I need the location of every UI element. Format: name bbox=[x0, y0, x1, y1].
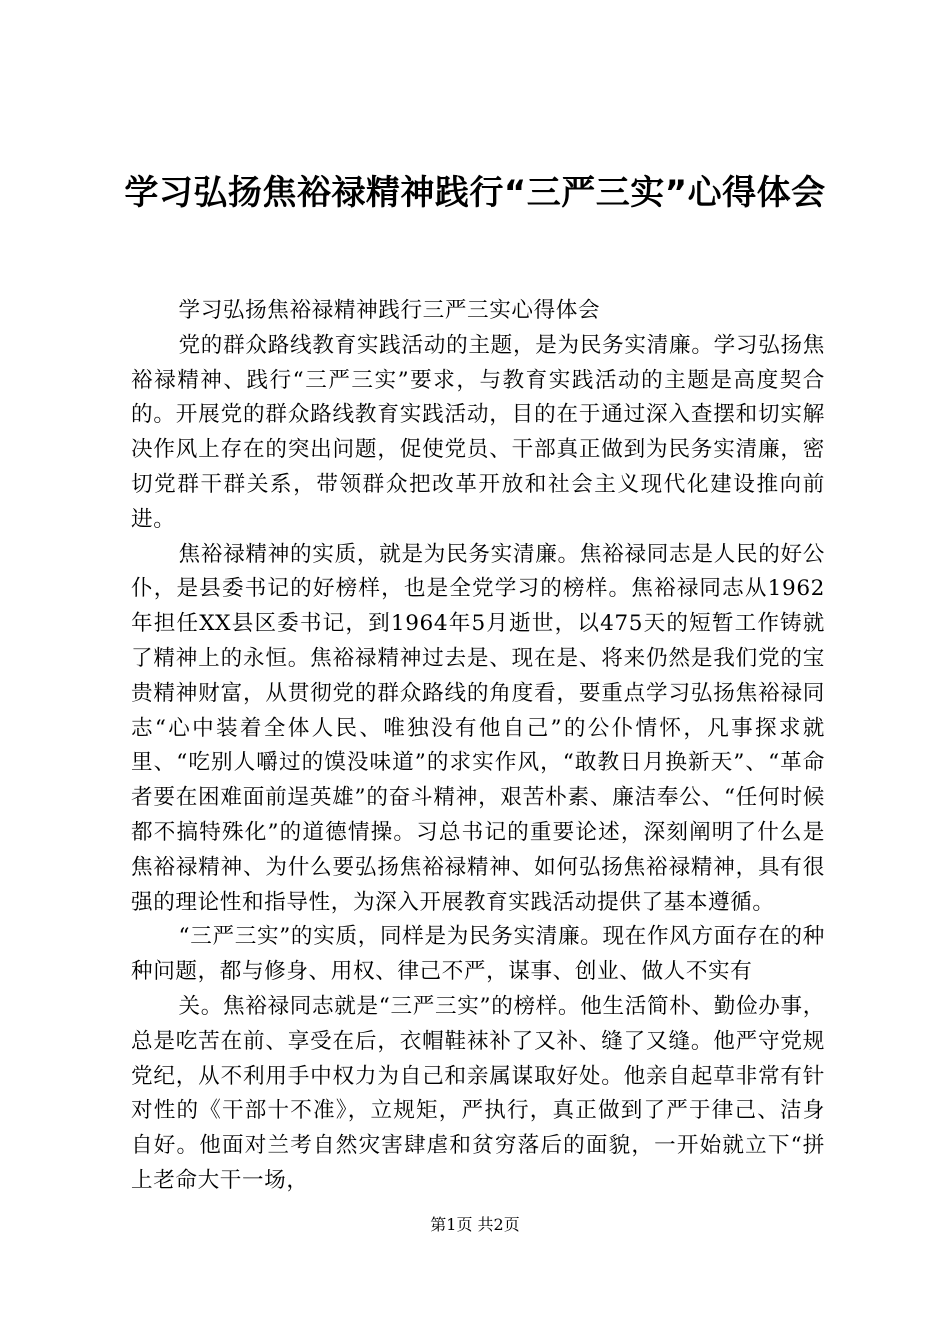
paragraph: 党的群众路线教育实践活动的主题，是为民务实清廉。学习弘扬焦裕禄精神、践行“三严三实”要求，与教育实践活动的主题是高度契合的。开展党的群众路线教育实践活动，目的在于通过深入查摆和切实解决作风上存在的突出问题，促使党员、干部真正做到为民务实清廉，密切党群干群关系，带领群众把改革开放和社会主义现代化建设推向前进。 bbox=[131, 332, 825, 532]
paragraph: 关。焦裕禄同志就是“三严三实”的榜样。他生活简朴、勤俭办事，总是吃苦在前、享受在后，衣帽鞋袜补了又补、缝了又缝。他严守党规党纪，从不利用手中权力为自己和亲属谋取好处。他亲自起草非常有针对性的《干部十不准》，立规矩，严执行，真正做到了严于律己、洁身自好。他面对兰考自然灾害肆虐和贫穷落后的面貌，一开始就立下“拼上老命大干一场， bbox=[131, 993, 825, 1193]
page-footer: 第1页 共2页 bbox=[430, 1215, 520, 1234]
paragraph: 焦裕禄精神的实质，就是为民务实清廉。焦裕禄同志是人民的好公仆，是县委书记的好榜样，也是全党学习的榜样。焦裕禄同志从1962年担任XX县区委书记，到1964年5月逝世，以475天的短暂工作铸就了精神上的永恒。焦裕禄精神过去是、现在是、将来仍然是我们党的宝贵精神财富，从贯彻党的群众路线的角度看，要重点学习弘扬焦裕禄同志“心中装着全体人民、唯独没有他自己”的公仆情怀，凡事探求就里、“吃别人嚼过的馍没味道”的求实作风，“敢教日月换新天”、“革命者要在困难面前逞英雄”的奋斗精神，艰苦朴素、廉洁奉公、“任何时候都不搞特殊化”的道德情操。习总书记的重要论述，深刻阐明了什么是焦裕禄精神、为什么要弘扬焦裕禄精神、如何弘扬焦裕禄精神，具有很强的理论性和指导性，为深入开展教育实践活动提供了基本遵循。 bbox=[131, 541, 825, 915]
paragraph-subtitle: 学习弘扬焦裕禄精神践行三严三实心得体会 bbox=[178, 298, 601, 323]
document-body bbox=[131, 294, 825, 1199]
document-title: 学习弘扬焦裕禄精神践行“三严三实”心得体会 bbox=[124, 173, 826, 213]
paragraph: “三严三实”的实质，同样是为民务实清廉。现在作风方面存在的种种问题，都与修身、用权、律己不严，谋事、创业、做人不实有 bbox=[131, 924, 825, 985]
